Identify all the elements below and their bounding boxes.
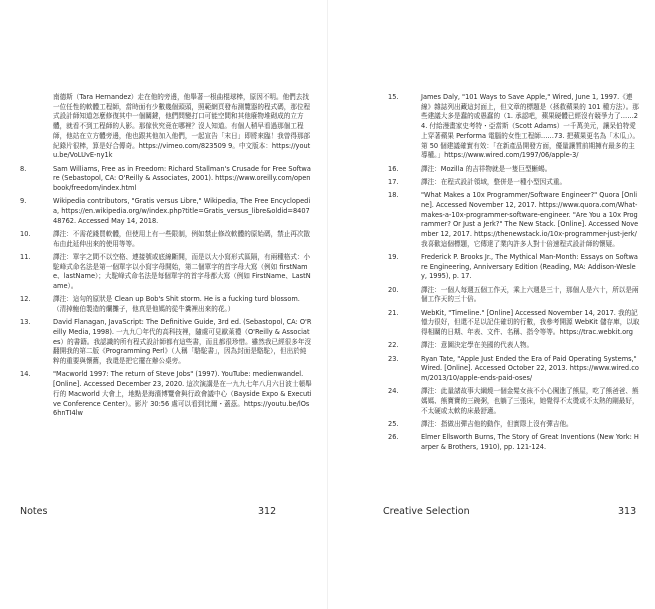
note-item	[388, 165, 640, 175]
note-item	[388, 341, 640, 351]
note-item	[20, 93, 312, 161]
note-number: 24.	[388, 387, 399, 396]
note-item	[20, 197, 312, 226]
left-page	[0, 0, 327, 609]
notes-list	[20, 93, 312, 423]
note-item	[388, 387, 640, 416]
note-number: 20.	[388, 285, 399, 294]
note-number: 13.	[20, 318, 31, 327]
note-text: WebKit, "Timeline." [Online] Accessed November 14, 2017. 我的記憶力很好，但還不足以記住確切的行數，我參考開源 WebKit 儲存庫，以取得相關的日期、年表、文件、名稱、指令等等。https://trac.webkit.org	[421, 308, 640, 337]
note-number: 23.	[388, 354, 399, 363]
note-text: Elmer Ellsworth Burns, The Story of Great Inventions (New York: Harper & Brothers, 1910), pp. 121-124.	[421, 433, 639, 452]
note-text: 譯注：Mozilla 的吉祥物就是一隻巨型蜥蜴。	[421, 164, 552, 173]
note-item	[20, 295, 312, 314]
note-item	[388, 355, 640, 384]
note-item	[20, 230, 312, 249]
note-item	[388, 93, 640, 161]
note-item	[388, 433, 640, 452]
note-item	[20, 253, 312, 292]
note-number: 11.	[20, 252, 31, 261]
note-text: 譯注：單字之間不以空格、連接號或底線斷開，而是以大小寫形式區隔，有兩種格式：小駝峰式命名法是第一個單字以小寫字母開始，第二個單字的首字母大寫（例如 firstName、lastName）；大駝峰式命名法是每個單字的首字母都大寫（例如 FirstName、LastName）。	[53, 252, 311, 291]
note-number: 10.	[20, 229, 31, 238]
note-number: 22.	[388, 341, 399, 350]
note-text: 譯注：在程式設計領域，整併是一種小型因式重。	[421, 177, 567, 186]
running-head: Creative Selection	[383, 506, 470, 517]
note-number: 21.	[388, 308, 399, 317]
note-text: 譯注：意圖決定學在美國的代表人物。	[421, 341, 534, 350]
note-number: 18.	[388, 191, 399, 200]
note-text: 譯注：指做出彈吉他的動作，但實際上沒有彈吉他。	[421, 420, 573, 429]
note-text: 南德斯（Tara Hernandez）走在他的旁邊，他舉著一根曲棍球棒，原因不明。他們去找一位任性的軟體工程師，當時面有少數幾個頭頭，照範網頁發布測覽器的程式碼，那位程式設計師知道怎麼修復其中一個關鍵，他們問變打口可能空間和其他廢物堆砌成的立方體，就看不到工程師的人影。那傢伙究竟在哪裡？沒人知道。有個人稍早看過那個工程師，他站在立方體旁邊，他也跟其他加入他們，一起宣告「末日」即將來臨！我曾得那部紀錄片很棒，算是好合傳奇。https://vimeo.com/823509 9。中文版本：https://youtu.be/VoLUvE-ny1k	[53, 93, 311, 160]
note-number: 9.	[20, 197, 27, 206]
running-head: Notes	[20, 506, 48, 517]
note-text: "What Makes a 10x Programmer/Software Engineer?" Quora [Online]. Accessed November 12, 2017. https://www.quora.com/What-makes-a-10x-programmer-software-engineer. "Are You a 10x Programmer? Or Just a Jerk?" The New Stack. [Online]. Accessed November 12, 2017. https://thenewstack.io/10x-programmer-just-jerk/ 我喜歡這個標題，它傳達了業內許多人對十倍速程式設計師的懷疑。	[421, 191, 639, 248]
note-text: Sam Williams, Free as in Freedom: Richard Stallman's Crusade for Free Software (Sebastopol, CA: O'Reilly & Associates, 2001). https://www.oreilly.com/openbook/freedom/index.html	[53, 164, 311, 192]
note-text: David Flanagan, JavaScript: The Definitive Guide, 3rd ed. (Sebastopol, CA: O'Reilly Media, 1998). 一九九〇年代的高科技裡，隨處可見歐萊禮（O'Reilly & Associates）的書籍。我認識的所有程式設計師都有這些書，而且都很珍惜。雖然我已經很多年沒翻開我的第二版《Programming Perl》（人稱「駱駝書」，因為封面是駱駝），但出於純粹的重要與懷舊，我還是把它擺在辦公桌旁。	[53, 318, 312, 366]
note-number: 26.	[388, 433, 399, 442]
note-text: James Daly, "101 Ways to Save Apple," Wired, June 1, 1997.《連線》雜誌列出藏這封面上，但文章的標題是（拯救蘋果的 101 種方法）。那些建議大多是蠢的或愚蠢的（1. 承認吧，蘋果硬體已經沒有競爭力了……24. 付給漫畫家史考特・亞當斯（Scott Adams）一千萬美元，讓呆伯特愛上穿著蘋果 Performa 電腦的女性工程師……73. 把蘋果更名為「木瓜」）。第 50 個建議確實有效：「在新產品開發方面，優量讓質前期擁有最多的主導權。」https://www.wired.com/1997/06/apple-3/	[421, 93, 640, 160]
note-item	[388, 286, 640, 305]
notes-list	[388, 93, 640, 456]
note-text: 譯注：不需花錢買軟體，但使用上有一些限制，例如禁止修改軟體的原始碼，禁止再次散布由此延伸出來的使用等等。	[53, 229, 311, 248]
note-item	[388, 420, 640, 430]
note-item	[20, 318, 312, 367]
note-item	[20, 370, 312, 419]
note-number: 15.	[388, 93, 399, 101]
note-number: 17.	[388, 177, 399, 186]
note-number: 14.	[20, 370, 31, 379]
note-item	[388, 191, 640, 249]
note-text: "Macworld 1997: The return of Steve Jobs" (1997). YouTube: medienwandel. [Online]. Accessed December 23, 2020. 這次演講是在一九九七年八月六日波士頓舉行的 Macworld 大會上，地點是海濱博覽會與行政會議中心（Bayside Expo & Executive Conference Center）。影片 30:56 處可以看到比爾・蓋茲。https://youtu.be/lOs6hnTI4lw	[53, 370, 312, 418]
note-text: 譯注：此量諸故事大綱燒一個金髮女孩不小心闖進了熊屋，吃了熊爸爸、熊媽媽、熊寶寶的三碗粥，也躺了三張床，她覺得不太燙或不太熱的剛最好，不太硬或太軟的床最舒適。	[421, 387, 639, 415]
note-number: 8.	[20, 164, 27, 173]
note-text: Wikipedia contributors, "Gratis versus Libre," Wikipedia, The Free Encyclopedia, https://en.wikipedia.org/w/index.php?title=Gratis_versus_libre&oldid=840748762. Accessed May 14, 2018.	[53, 197, 311, 225]
page-number: 312	[258, 506, 277, 517]
note-item	[20, 165, 312, 194]
note-item	[388, 309, 640, 338]
note-number: 12.	[20, 295, 31, 304]
note-number: 19.	[388, 252, 399, 261]
note-text: Frederick P. Brooks Jr., The Mythical Man-Month: Essays on Software Engineering, Anniversary Edition (Reading, MA: Addison-Wesley, 1995), p. 17.	[421, 252, 638, 281]
note-item	[388, 253, 640, 282]
note-text: Ryan Tate, "Apple Just Ended the Era of Paid Operating Systems," Wired. [Online]. Accessed October 22, 2013. https://www.wired.com/2013/10/apple-ends-paid-oses/	[421, 354, 639, 383]
note-number: 25.	[388, 420, 399, 429]
note-text: 譯注：一個人每週五個工作天，乘上六週是三十，那個人是六十，所以是兩個工作天的三十倍。	[421, 285, 639, 304]
page-number: 313	[618, 506, 637, 517]
right-page	[328, 0, 655, 609]
note-number: 16.	[388, 164, 399, 173]
note-item	[388, 178, 640, 188]
note-text: 譯注：這句的原狀是 Clean up Bob's Shit storm. He is a fucking turd blossom.（清掉鮑伯製造的爛攤子，他真是他媽的從牛糞裡出來的花。）	[53, 295, 300, 314]
